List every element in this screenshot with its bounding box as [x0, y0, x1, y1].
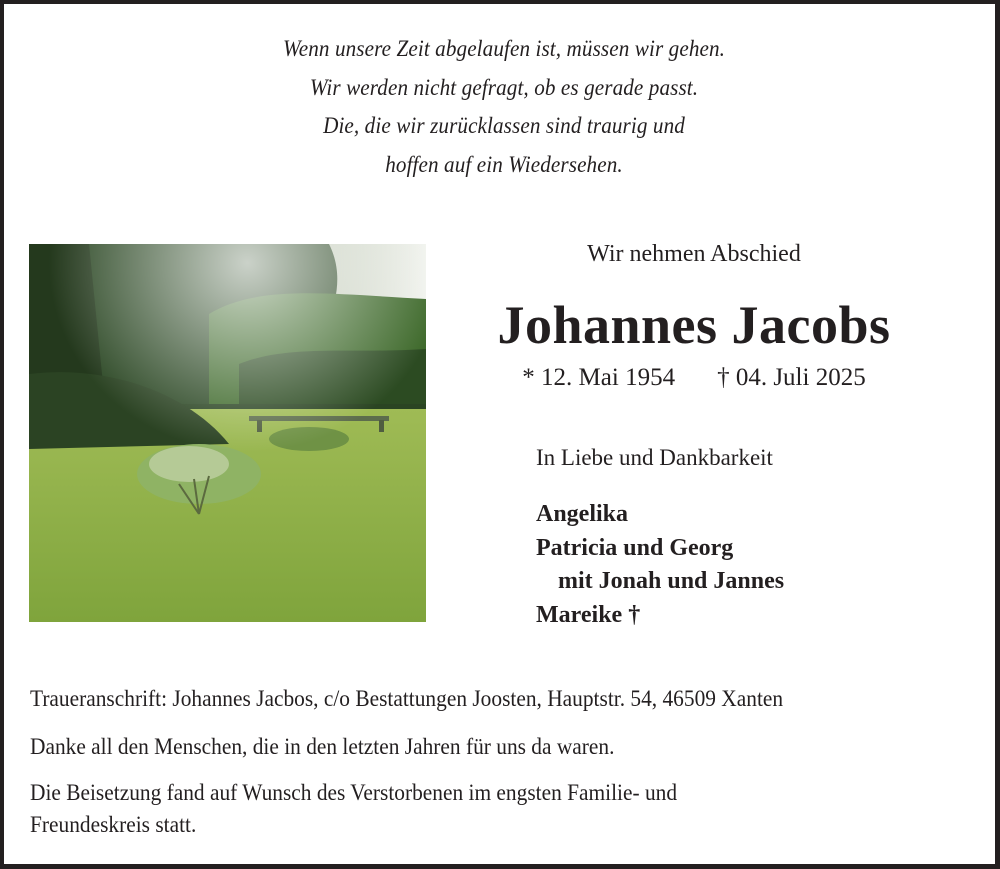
deceased-name: Johannes Jacobs: [497, 295, 891, 355]
poem-line: Wenn unsere Zeit abgelaufen ist, müssen wir gehen.: [282, 36, 726, 61]
mourner: Mareike †: [536, 601, 641, 628]
mourner: Patricia und Georg: [536, 534, 734, 561]
mourners-list: [536, 498, 784, 632]
farewell-heading: Wir nehmen Abschied: [587, 241, 801, 267]
dedication: In Liebe und Dankbarkeit: [536, 445, 773, 470]
obituary-notice: [4, 4, 995, 864]
poem-line: Wir werden nicht gefragt, ob es gerade passt.: [309, 74, 699, 100]
death-date: † 04. Juli 2025: [717, 364, 866, 391]
burial-note-line1: Die Beisetzung fand auf Wunsch des Verstorbenen im engsten Familie- und: [30, 780, 678, 805]
thanks-note: Danke all den Menschen, die in den letzten Jahren für uns da waren.: [30, 734, 615, 759]
burial-note-line2: Freundeskreis statt.: [30, 812, 197, 837]
footer-info: [30, 684, 980, 841]
mourner: mit Jonah und Jannes: [558, 568, 785, 594]
poem: [4, 30, 1000, 184]
garden-photo-image: [29, 244, 426, 622]
life-dates: [444, 364, 944, 392]
mourning-address: Traueranschrift: Johannes Jacbos, c/o Bestattungen Joosten, Hauptstr. 54, 46509 Xanten: [30, 686, 784, 711]
poem-line: hoffen auf ein Wiedersehen.: [385, 151, 623, 177]
memorial-photo: [29, 244, 426, 622]
poem-line: Die, die wir zurücklassen sind traurig und: [323, 113, 685, 138]
birth-date: * 12. Mai 1954: [522, 364, 676, 391]
mourner: Angelika: [536, 501, 629, 527]
